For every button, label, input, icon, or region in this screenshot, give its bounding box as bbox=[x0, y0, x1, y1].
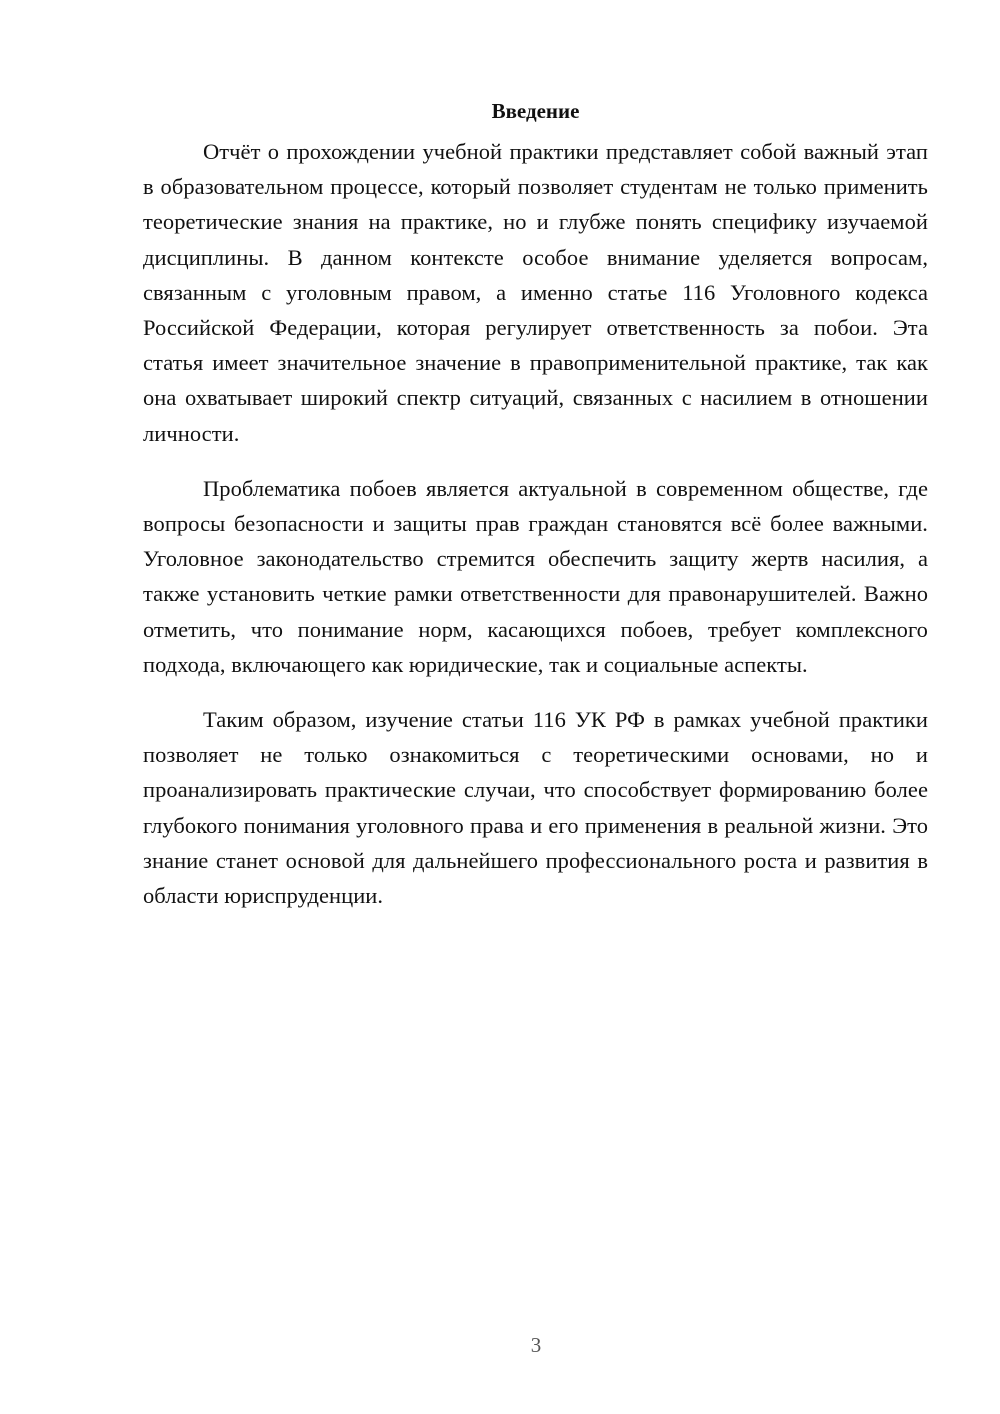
page-content bbox=[143, 96, 928, 933]
paragraph-1: Отчёт о прохождении учебной практики представляет собой важный этап в образовательном процессе, который позволяет студентам не только применить теоретические знания на практике, но и глубже понять специфику изучаемой дисциплины. В данном контексте особое внимание уделяется вопросам, связанным с уголовным правом, а именно статье 116 Уголовного кодекса Российской Федерации, которая регулирует ответственность за побои. Эта статья имеет значительное значение в правоприменительной практике, так как она охватывает широкий спектр ситуаций, связанных с насилием в отношении личности. bbox=[143, 139, 928, 446]
section-heading: Введение bbox=[491, 99, 580, 123]
paragraph-3: Таким образом, изучение статьи 116 УК РФ в рамках учебной практики позволяет не только ознакомиться с теоретическими основами, но и проанализировать практические случаи, что способствует формированию более глубокого понимания уголовного права и его применения в реальной жизни. Это знание станет основой для дальнейшего профессионального роста и развития в области юриспруденции. bbox=[143, 707, 928, 909]
paragraph-2: Проблематика побоев является актуальной в современном обществе, где вопросы безопасности и защиты прав граждан становятся всё более важными. Уголовное законодательство стремится обеспечить защиту жертв насилия, а также установить четкие рамки ответственности для правонарушителей. Важно отметить, что понимание норм, касающихся побоев, требует комплексного подхода, включающего как юридические, так и социальные аспекты. bbox=[143, 475, 928, 677]
page-number: 3 bbox=[530, 1333, 542, 1357]
